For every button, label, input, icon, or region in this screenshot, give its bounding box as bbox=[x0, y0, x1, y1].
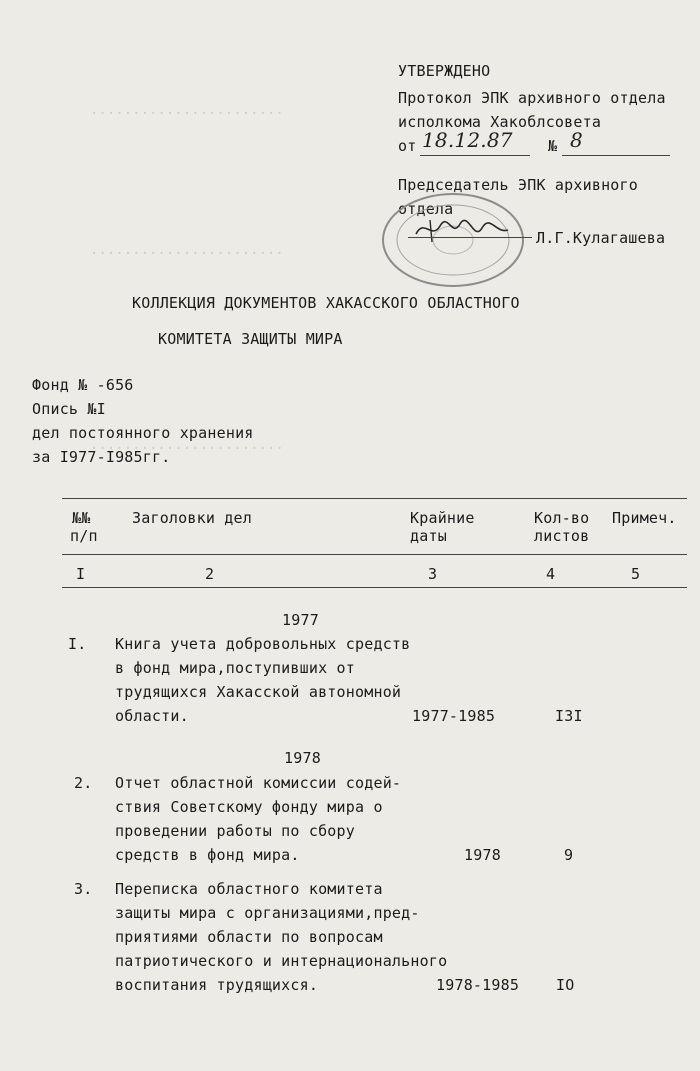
item-title-line: защиты мира с организациями,пред- bbox=[115, 904, 420, 922]
bleed-through-text: ······················· bbox=[90, 106, 284, 122]
document-title-line1: КОЛЛЕКЦИЯ ДОКУМЕНТОВ ХАКАССКОГО ОБЛАСТНОГО bbox=[132, 294, 520, 312]
item-title-line: Книга учета добровольных средств bbox=[115, 635, 411, 653]
header-num-sub: п/п bbox=[70, 527, 98, 545]
item-title-line: области. bbox=[115, 707, 189, 725]
approval-dept-line: отдела bbox=[398, 200, 454, 218]
signature-line bbox=[408, 237, 532, 238]
approval-date: 18.12.87 bbox=[422, 128, 513, 152]
approval-heading: УТВЕРЖДЕНО bbox=[398, 62, 491, 80]
item-title-line: проведении работы по сбору bbox=[115, 822, 355, 840]
header-num: №№ bbox=[72, 509, 91, 527]
header-dates: Крайние bbox=[410, 509, 475, 527]
column-numbers-rule bbox=[62, 587, 687, 588]
approval-number: 8 bbox=[570, 128, 583, 152]
item-title-line: патриотического и интернационального bbox=[115, 952, 448, 970]
item-title-line: ствия Советскому фонду мира о bbox=[115, 798, 383, 816]
bleed-through-text: ······················· bbox=[90, 246, 284, 262]
header-title: Заголовки дел bbox=[132, 509, 252, 527]
item-title-line: воспитания трудящихся. bbox=[115, 976, 319, 994]
column-number: 3 bbox=[428, 565, 438, 583]
column-number: I bbox=[76, 565, 86, 583]
header-sheets-sub: листов bbox=[534, 527, 590, 545]
item-title-line: приятиями области по вопросам bbox=[115, 928, 383, 946]
item-dates: 1978-1985 bbox=[436, 976, 520, 994]
column-number: 2 bbox=[205, 565, 215, 583]
approval-number-sign: № bbox=[548, 137, 558, 155]
item-dates: 1977-1985 bbox=[412, 707, 496, 725]
approval-protocol-line: Протокол ЭПК архивного отдела bbox=[398, 89, 666, 107]
date-underline bbox=[420, 155, 530, 156]
number-underline bbox=[562, 155, 670, 156]
table-top-rule bbox=[62, 498, 687, 499]
year-heading: 1978 bbox=[284, 749, 321, 767]
header-bottom-rule bbox=[62, 554, 687, 555]
item-title-line: Переписка областного комитета bbox=[115, 880, 383, 898]
approval-date-prefix: от bbox=[398, 137, 417, 155]
item-dates: 1978 bbox=[464, 846, 501, 864]
storage-type: дел постоянного хранения bbox=[32, 424, 254, 442]
inventory-number: Опись №I bbox=[32, 400, 106, 418]
approval-committee-line: исполкома Хакоблсовета bbox=[398, 113, 602, 131]
header-note: Примеч. bbox=[612, 509, 677, 527]
column-number: 5 bbox=[631, 565, 641, 583]
header-sheets: Кол-во bbox=[534, 509, 590, 527]
header-dates-sub: даты bbox=[410, 527, 447, 545]
item-sheets: IO bbox=[556, 976, 575, 994]
item-sheets: I3I bbox=[555, 707, 583, 725]
document-title-line2: КОМИТЕТА ЗАЩИТЫ МИРА bbox=[158, 330, 343, 348]
fund-number: Фонд № -656 bbox=[32, 376, 134, 394]
item-title-line: Отчет областной комиссии содей- bbox=[115, 774, 402, 792]
item-number: I. bbox=[68, 635, 87, 653]
approval-chair-line: Председатель ЭПК архивного bbox=[398, 176, 638, 194]
signature-icon bbox=[412, 212, 522, 248]
signer-name: Л.Г.Кулагашева bbox=[536, 229, 666, 247]
period: за I977-I985гг. bbox=[32, 448, 171, 466]
column-number: 4 bbox=[546, 565, 556, 583]
item-number: 2. bbox=[74, 774, 93, 792]
item-title-line: средств в фонд мира. bbox=[115, 846, 300, 864]
year-heading: 1977 bbox=[282, 611, 319, 629]
item-title-line: трудящихся Хакасской автономной bbox=[115, 683, 402, 701]
item-title-line: в фонд мира,поступивших от bbox=[115, 659, 355, 677]
item-number: 3. bbox=[74, 880, 93, 898]
bleed-through-text: ······················· bbox=[90, 441, 284, 457]
item-sheets: 9 bbox=[564, 846, 574, 864]
